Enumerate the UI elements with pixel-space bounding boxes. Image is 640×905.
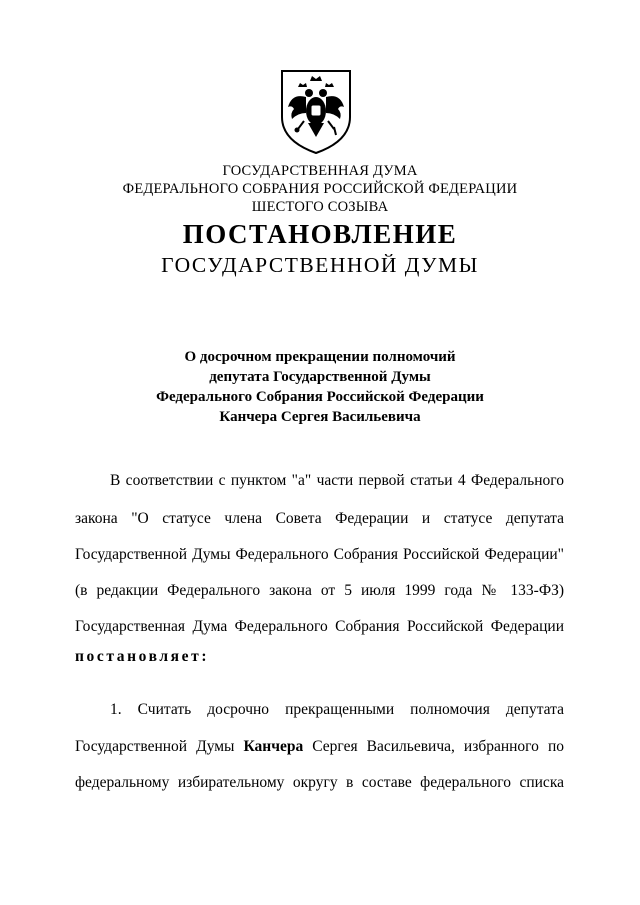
item1-line-2-end: Сергея Васильевича, избранного по	[303, 738, 564, 755]
header-line-2: ФЕДЕРАЛЬНОГО СОБРАНИЯ РОССИЙСКОЙ ФЕДЕРАЦИИ	[122, 181, 518, 197]
body-line-2: закона "О статусе члена Совета Федерации и статусе депутата	[75, 510, 564, 527]
item1-line-2-start: Государственной Думы	[75, 738, 244, 755]
body-line-4: (в редакции Федерального закона от 5 июля 1999 года № 133-ФЗ)	[75, 582, 564, 599]
document-title: ПОСТАНОВЛЕНИЕ	[182, 219, 458, 249]
body-line-1: В соответствии с пунктом "а" части первой статьи 4 Федерального	[110, 472, 564, 489]
subject-line-3: Федерального Собрания Российской Федерации	[156, 389, 484, 405]
decree-word: постановляет:	[75, 648, 210, 665]
header-line-1: ГОСУДАРСТВЕННАЯ ДУМА	[222, 163, 418, 179]
russian-coat-of-arms-icon	[276, 67, 356, 155]
deputy-surname: Канчера	[243, 738, 304, 755]
subject-line-2: депутата Государственной Думы	[209, 369, 431, 385]
header-line-3: ШЕСТОГО СОЗЫВА	[251, 199, 389, 215]
document-subtitle: ГОСУДАРСТВЕННОЙ ДУМЫ	[161, 253, 479, 277]
item1-line-3: федеральному избирательному округу в составе федерального списка	[75, 774, 564, 791]
body-line-5: Государственная Дума Федерального Собрания Российской Федерации	[75, 618, 564, 635]
item1-line-2	[75, 738, 564, 756]
subject-line-1: О досрочном прекращении полномочий	[184, 349, 456, 365]
body-line-3: Государственной Думы Федерального Собрания Российской Федерации"	[75, 546, 564, 563]
item1-line-1: 1. Считать досрочно прекращенными полномочия депутата	[110, 701, 564, 718]
subject-line-4: Канчера Сергея Васильевича	[219, 409, 421, 425]
